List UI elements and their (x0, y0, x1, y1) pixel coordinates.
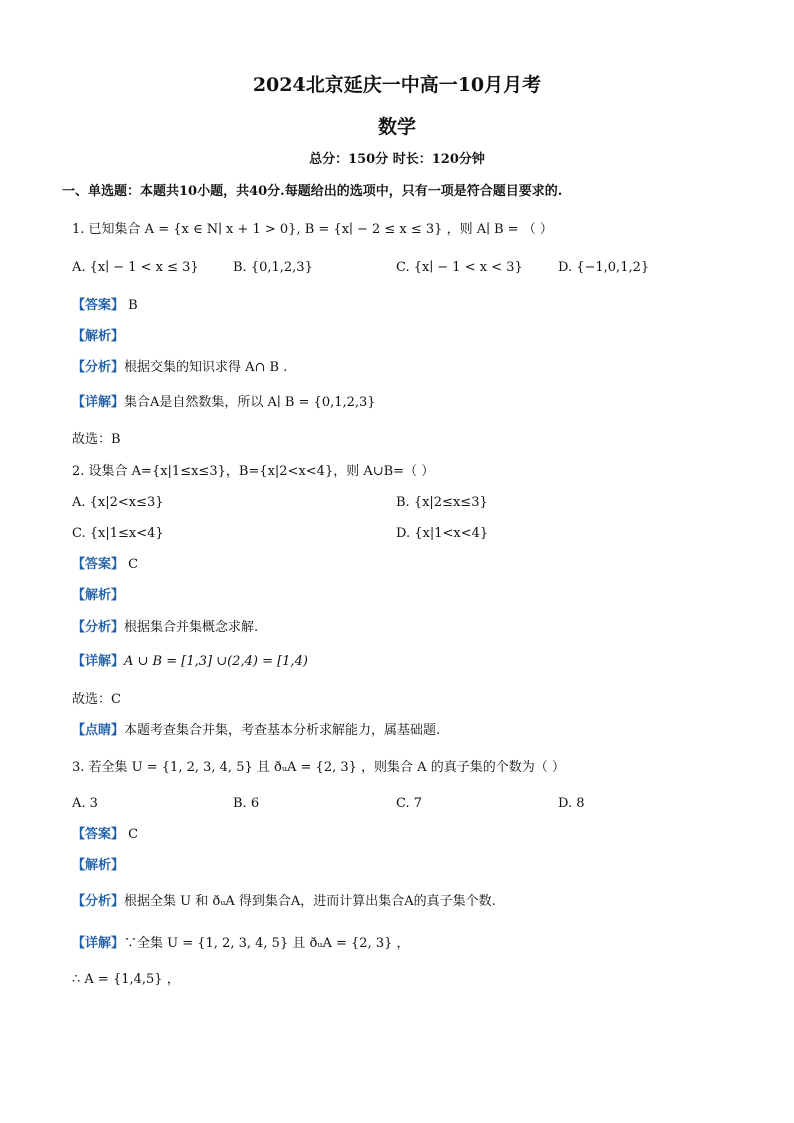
q2-option-d: D. {x|1<x<4} (396, 526, 489, 541)
q2-fenxi (72, 619, 258, 637)
section-heading: 一、单选题：本题共10小题，共40分.每题给出的选项中，只有一项是符合题目要求的. (62, 184, 563, 199)
q1-option-c: C. {x∣ − 1 < x < 3} (396, 260, 523, 275)
analysis-tag: 【解析】 (72, 329, 125, 344)
answer-value: C (128, 557, 139, 572)
q3-step: ∴ A = {1,4,5} ， (72, 972, 180, 987)
xiangjie-tag: 【详解】 (72, 654, 125, 669)
analysis-tag: 【解析】 (72, 588, 125, 603)
q2-analysis (72, 587, 124, 605)
q3-answer (72, 826, 138, 844)
exam-meta: 总分：150分 时长：120分钟 (309, 152, 485, 167)
q1-conclusion: 故选：B (72, 432, 121, 447)
q2-option-b: B. {x|2≤x≤3} (396, 495, 488, 510)
fenxi-text: 根据全集 U 和 ðᵤA 得到集合A，进而计算出集合A的真子集个数. (124, 894, 496, 909)
q3-option-d: D. 8 (558, 796, 585, 811)
fenxi-tag: 【分析】 (72, 620, 125, 635)
fenxi-tag: 【分析】 (72, 360, 125, 375)
answer-value: C (128, 827, 139, 842)
answer-value: B (128, 298, 138, 313)
q2-xiangjie (72, 653, 308, 671)
q1-xiangjie (72, 394, 376, 412)
exam-title: 2024北京延庆一中高一10月月考 (252, 74, 542, 96)
question-3-stem: 3. 若全集 U = {1, 2, 3, 4, 5} 且 ðᵤA = {2, 3} ，则集合 A 的真子集的个数为（ ） (72, 760, 565, 775)
q2-option-a: A. {x|2<x≤3} (72, 495, 164, 510)
q3-xiangjie (72, 935, 410, 953)
q3-option-c: C. 7 (396, 796, 423, 811)
xiangjie-tag: 【详解】 (72, 395, 125, 410)
q1-option-a: A. {x∣ − 1 < x ≤ 3} (72, 260, 199, 275)
xiangjie-text: ∵全集 U = {1, 2, 3, 4, 5} 且 ðᵤA = {2, 3} ， (124, 936, 410, 951)
q2-answer (72, 556, 138, 574)
q2-conclusion: 故选：C (72, 692, 121, 707)
question-1-stem: 1. 已知集合 A = {x ∈ N∣ x + 1 > 0}, B = {x∣ − 2 ≤ x ≤ 3} ，则 A∣ B = （ ） (72, 222, 553, 237)
q1-answer (72, 297, 138, 315)
dianjing-tag: 【点睛】 (72, 723, 125, 738)
xiangjie-text: A ∪ B = [1,3] ∪(2,4) = [1,4) (124, 654, 308, 669)
fenxi-text: 根据集合并集概念求解. (124, 620, 259, 635)
q3-option-a: A. 3 (72, 796, 98, 811)
answer-tag: 【答案】 (72, 557, 125, 572)
dianjing-text: 本题考查集合并集，考查基本分析求解能力，属基础题. (124, 723, 441, 738)
answer-tag: 【答案】 (72, 827, 125, 842)
q1-option-d: D. {−1,0,1,2} (558, 260, 650, 275)
xiangjie-tag: 【详解】 (72, 936, 125, 951)
q3-analysis (72, 857, 124, 875)
q1-analysis (72, 328, 124, 346)
q1-fenxi (72, 359, 287, 377)
question-2-stem: 2. 设集合 A={x|1≤x≤3}，B={x|2<x<4}，则 A∪B=（ ） (72, 464, 435, 479)
subject-title: 数学 (377, 116, 416, 138)
q2-option-c: C. {x|1≤x<4} (72, 526, 164, 541)
q1-option-b: B. {0,1,2,3} (233, 260, 313, 275)
answer-tag: 【答案】 (72, 298, 125, 313)
xiangjie-text: 集合A是自然数集，所以 A∣ B = {0,1,2,3} (124, 395, 376, 410)
fenxi-tag: 【分析】 (72, 894, 125, 909)
fenxi-text: 根据交集的知识求得 A∩ B . (124, 360, 288, 375)
analysis-tag: 【解析】 (72, 858, 125, 873)
q2-dianjing (72, 722, 440, 740)
q3-fenxi (72, 893, 496, 911)
q3-option-b: B. 6 (233, 796, 260, 811)
